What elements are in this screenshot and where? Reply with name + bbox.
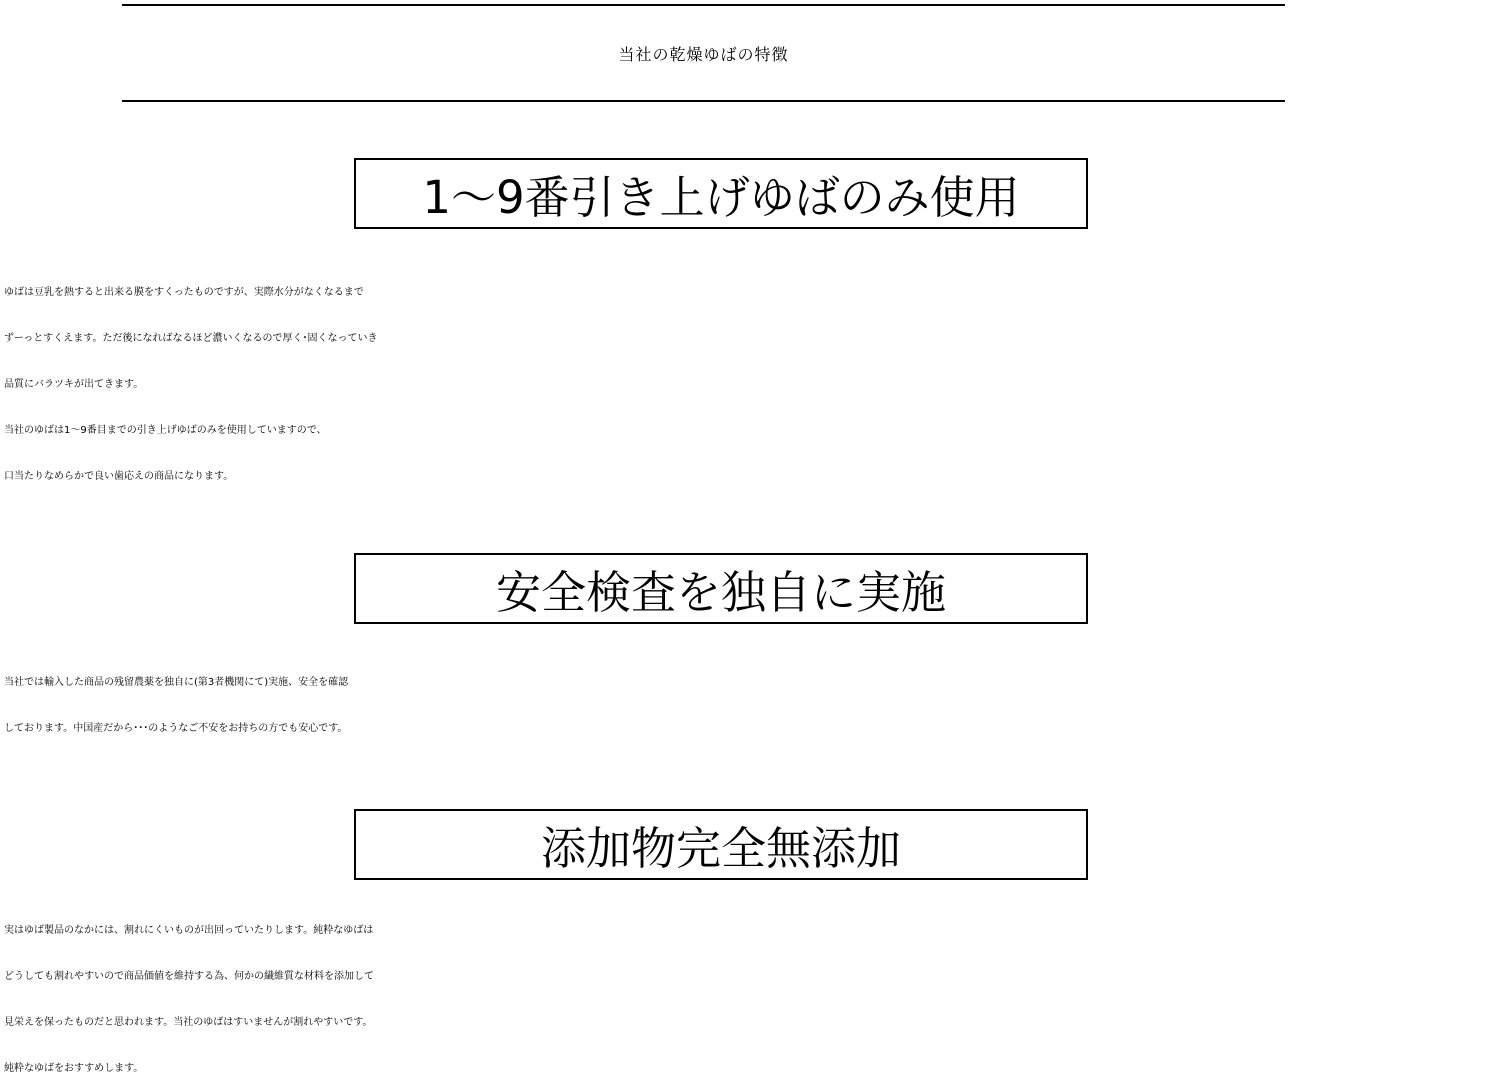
paragraph-line: 口当たりなめらかで良い歯応えの商品になります。 — [4, 471, 234, 482]
section-paragraph — [4, 660, 1498, 752]
title-rule-bottom — [122, 100, 1285, 102]
section-heading: 1～9番引き上げゆばのみ使用 — [422, 171, 1020, 224]
section-paragraph — [4, 270, 1498, 500]
page-title: 当社の乾燥ゆばの特徴 — [618, 45, 789, 64]
section-heading-box — [354, 809, 1088, 880]
paragraph-line: ずーっとすくえます。ただ後になればなるほど濃いくなるので厚く･固くなっていき — [4, 333, 378, 344]
section-heading: 添加物完全無添加 — [540, 822, 901, 875]
paragraph-line: 実はゆば製品のなかには、割れにくいものが出回っていたりします。純粋なゆばは — [4, 925, 374, 936]
paragraph-line: どうしても割れやすいので商品価値を維持する為、何かの繊維質な材料を添加して — [4, 971, 374, 982]
paragraph-line: 品質にバラツキが出てきます。 — [4, 379, 144, 390]
section-paragraph — [4, 908, 1498, 1092]
title-rule-top — [122, 4, 1285, 6]
paragraph-line: 見栄えを保ったものだと思われます。当社のゆばはすいませんが割れやすいです。 — [4, 1017, 373, 1028]
paragraph-line: しております。中国産だから･･･のようなご不安をお持ちの方でも安心です。 — [4, 723, 348, 734]
section-heading-box — [354, 553, 1088, 624]
paragraph-line: ゆばは豆乳を熱すると出来る膜をすくったものですが、実際水分がなくなるまで — [4, 287, 364, 298]
section-heading-box — [354, 158, 1088, 229]
section-heading: 安全検査を独自に実施 — [495, 566, 946, 619]
paragraph-line: 純粋なゆばをおすすめします。 — [4, 1063, 144, 1074]
paragraph-line: 当社では輸入した商品の残留農薬を独自に(第3者機関にて)実施、安全を確認 — [4, 677, 349, 688]
paragraph-line: 当社のゆばは1～9番目までの引き上げゆばのみを使用していますので、 — [4, 425, 327, 436]
